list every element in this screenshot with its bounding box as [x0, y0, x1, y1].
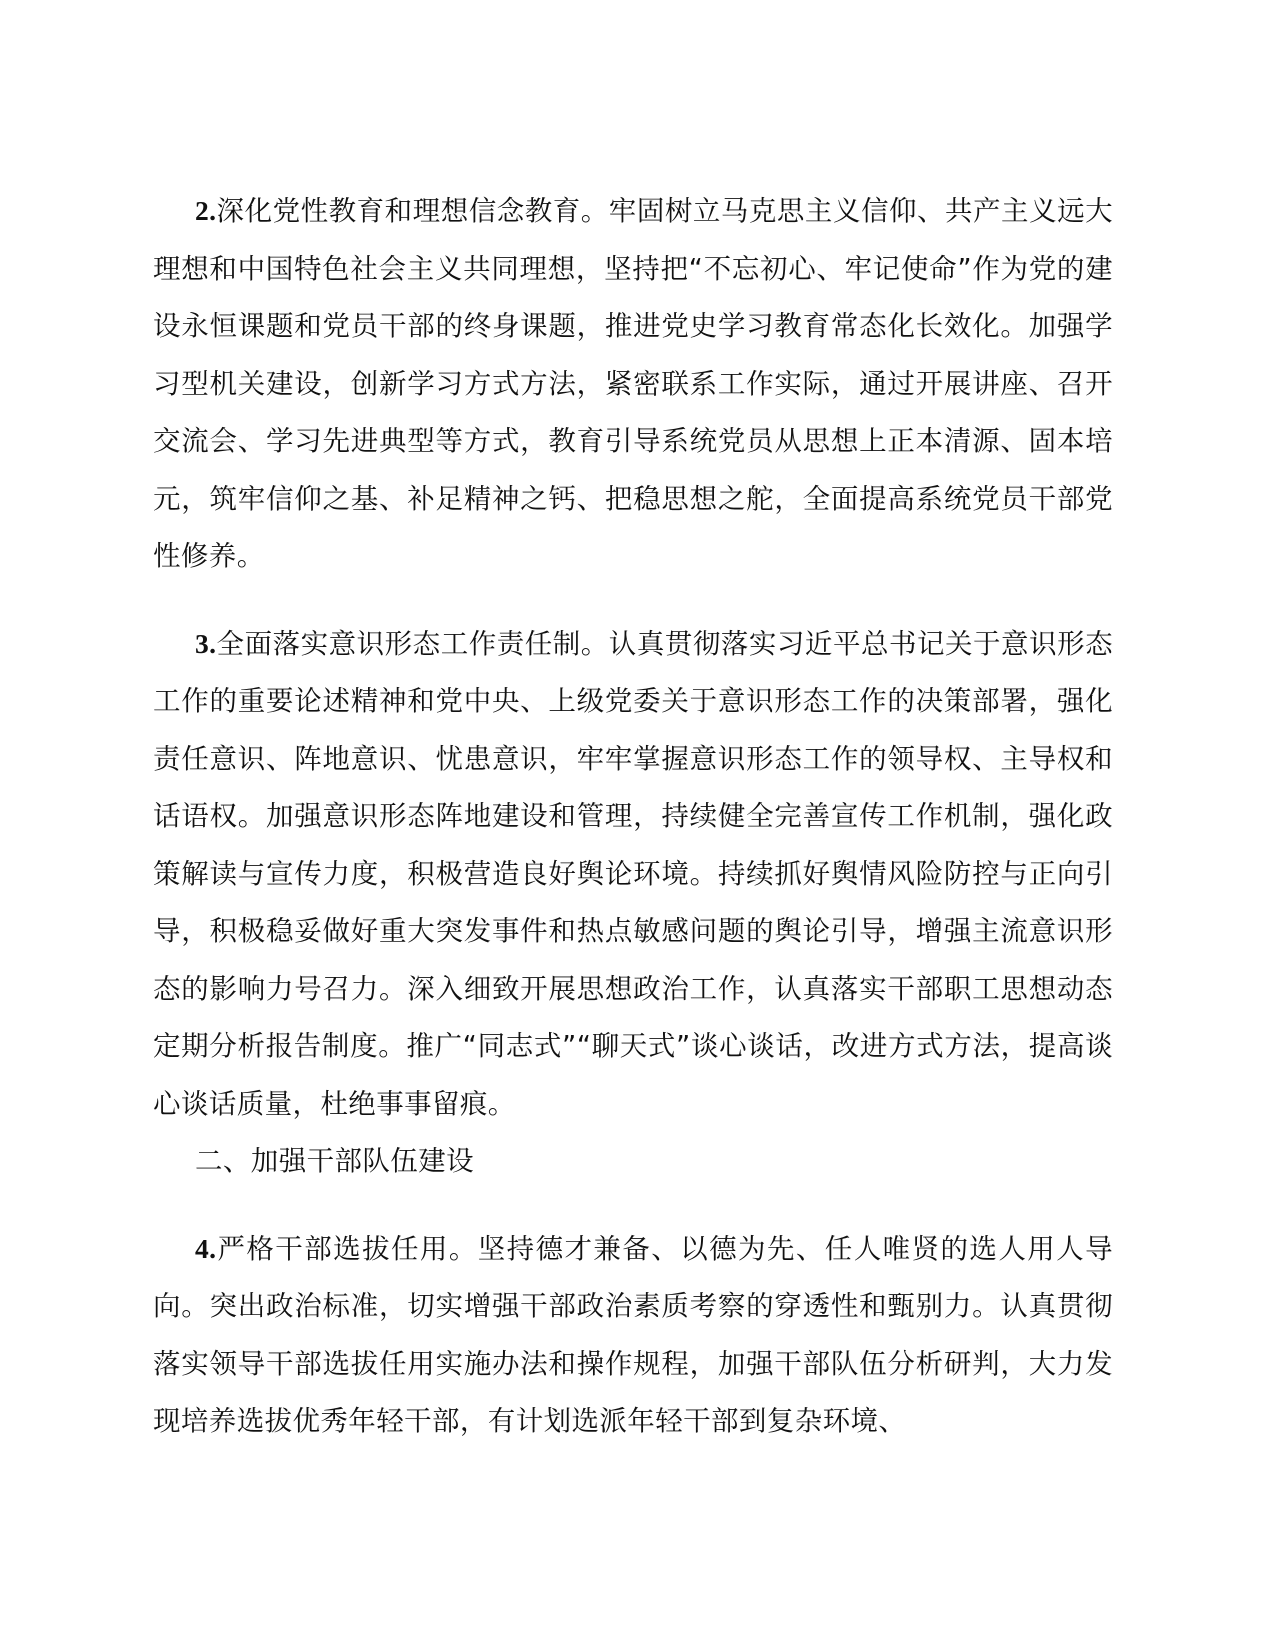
section-heading: 二、加强干部队伍建设 — [195, 1145, 474, 1177]
paragraph-4 — [153, 1220, 1113, 1451]
paragraph-text: 全面落实意识形态工作责任制。认真贯彻落实习近平总书记关于意识形态工作的重要论述精神和党中央、上级党委关于意识形态工作的决策部署，强化责任意识、阵地意识、忧患意识，牢牢掌握意识形态工作的领导权、主导权和话语权。加强意识形态阵地建设和管理，持续健全完善宣传工作机制，强化政策解读与宣传力度，积极营造良好舆论环境。持续抓好舆情风险防控与正向引导，积极稳妥做好重大突发事件和热点敏感问题的舆论引导，增强主流意识形态的影响力号召力。深入细致开展思想政治工作，认真落实干部职工思想动态定期分析报告制度。推广“同志式”“聊天式”谈心谈话，改进方式方法，提高谈心谈话质量，杜绝事事留痕。 — [153, 627, 1113, 1120]
paragraph-2 — [153, 182, 1113, 586]
paragraph-text: 严格干部选拔任用。坚持德才兼备、以德为先、任人唯贤的选人用人导向。突出政治标准，切实增强干部政治素质考察的穿透性和甄别力。认真贯彻落实领导干部选拔任用实施办法和操作规程，加强干部队伍分析研判，大力发现培养选拔优秀年轻干部，有计划选派年轻干部到复杂环境、 — [153, 1232, 1113, 1437]
paragraph-number: 3. — [195, 627, 217, 659]
document-body — [153, 182, 1113, 1451]
paragraph-number: 4. — [195, 1232, 217, 1264]
paragraph-number: 2. — [195, 195, 217, 226]
paragraph-text: 深化党性教育和理想信念教育。牢固树立马克思主义信仰、共产主义远大理想和中国特色社会主义共同理想，坚持把“不忘初心、牢记使命”作为党的建设永恒课题和党员干部的终身课题，推进党史学习教育常态化长效化。加强学习型机关建设，创新学习方式方法，紧密联系工作实际，通过开展讲座、召开交流会、学习先进典型等方式，教育引导系统党员从思想上正本清源、固本培元，筑牢信仰之基、补足精神之钙、把稳思想之舵，全面提高系统党员干部党性修养。 — [153, 195, 1113, 572]
paragraph-3 — [153, 615, 1113, 1134]
